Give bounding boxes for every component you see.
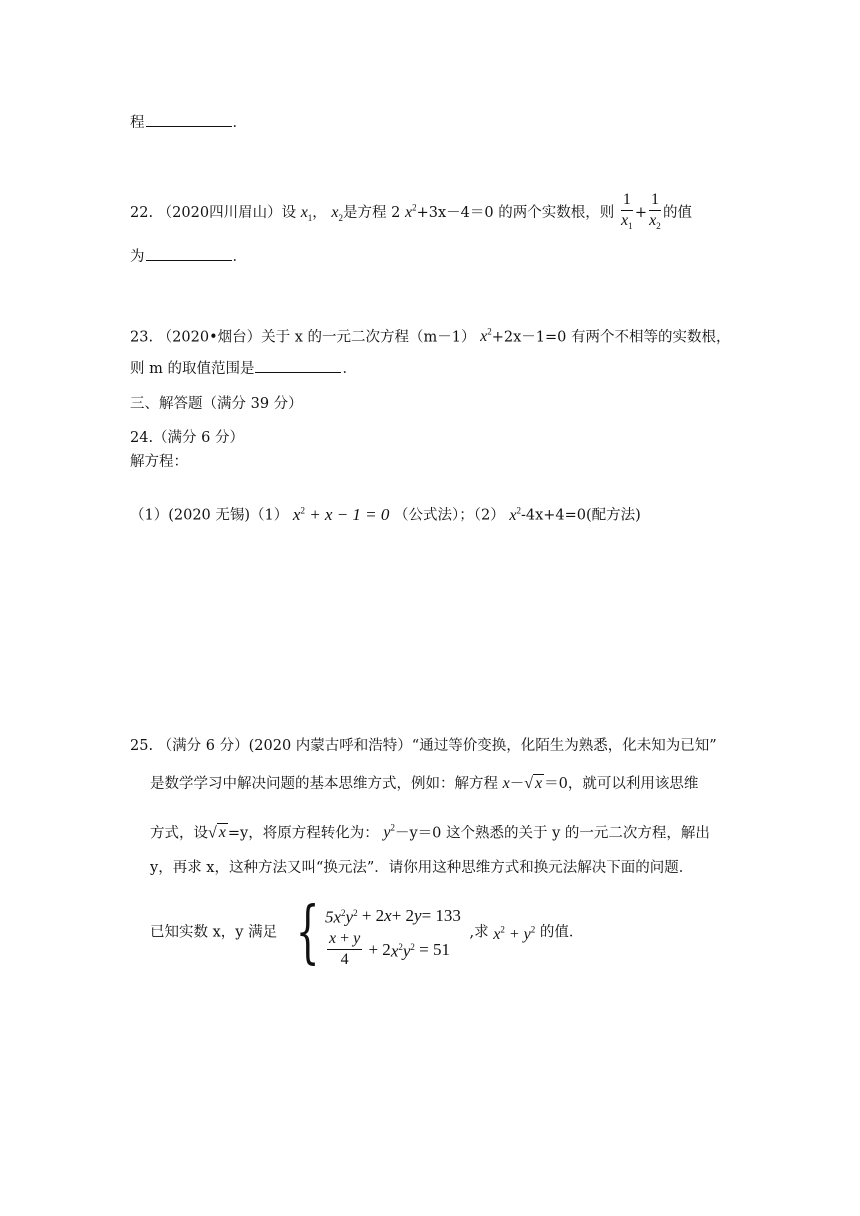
math-x-squared: $x^2$: [404, 202, 417, 222]
text: 是数学学习中解决问题的基本思维方式，例如：解方程: [150, 776, 498, 792]
q23-line2: [130, 358, 357, 379]
q25-line1: 25. （满分 6 分）(2020 内蒙古呼和浩特）“通过等价变换，化陌生为熟悉，化未知为已知”: [130, 738, 717, 754]
q24-part1: （1）(2020 无锡)（1）: [130, 507, 289, 524]
q22-tail: 的值: [662, 205, 692, 222]
equation-1: $5x^2y^2$ + 2 x + 2 y = 133: [324, 905, 461, 927]
q22-prefix: 22. （2020四川眉山）设: [130, 205, 297, 222]
math-x2-plus-y2: $x^2 + y^2$: [493, 925, 536, 944]
section-heading: 三、解答题（满分 39 分）: [130, 396, 303, 412]
q24-part3: -4x+4=0(配方法): [520, 507, 641, 524]
answer-blank[interactable]: [146, 246, 232, 261]
period: ．: [232, 115, 247, 131]
text: =y，将原方程转化为：: [227, 825, 379, 842]
text: 已知实数 x，y 满足: [150, 924, 278, 941]
text: 为: [130, 249, 145, 265]
math-x: x: [502, 775, 510, 792]
q24-instruction: 解方程：: [130, 454, 188, 470]
q25-line4: y，再求 x，这种方法又叫“换元法”．请你用这种思维方式和换元法解决下面的问题．: [150, 860, 694, 876]
q25-line2: 是数学学习中解决问题的基本思维方式，例如：解方程 x－√ x ＝0，就可以利用该思维: [150, 775, 699, 792]
text: －y＝0 这个熟悉的关于 y 的一元二次方程，解出: [394, 825, 710, 842]
q22-eq: +3x－4＝0 的两个实数根，则: [416, 205, 615, 222]
math-x-squared: $x^2$: [480, 327, 492, 346]
text: 的值．: [539, 924, 584, 941]
q24-problems: [130, 498, 641, 528]
math-x-squared: $x^2$: [509, 505, 521, 524]
text: ＝0，就可以利用该思维: [544, 776, 699, 792]
period: ．: [342, 361, 357, 377]
math-x1: $x_1$: [300, 204, 313, 224]
brace-icon: {: [295, 892, 320, 972]
q22-line2: [130, 246, 247, 267]
math-y-squared: $y^2$: [383, 823, 395, 842]
text: ,求: [469, 924, 489, 941]
q25-line3: [150, 818, 710, 843]
equation-2: $\frac{x + y}{4}$ + 2 $x^2y^2$ = 51: [328, 930, 450, 969]
q23-prefix: 23. （2020•烟台）关于 x 的一元二次方程（m－1）: [130, 329, 476, 346]
q23-tail: +2x－1=0 有两个不相等的实数根，: [491, 329, 731, 346]
fraction-1-over-x2: $\frac{1}{x_2}$: [649, 191, 661, 232]
math-x2: $x_2$: [331, 204, 344, 224]
period: ．: [232, 249, 247, 265]
answer-blank[interactable]: [146, 112, 232, 127]
comma: ，: [312, 205, 327, 222]
q25-line5: [150, 890, 583, 970]
q24-heading: 24.（满分 6 分）: [130, 430, 245, 446]
text: 方式，设: [150, 825, 208, 842]
q21-tail: [130, 112, 247, 133]
sqrt-x: √ x: [524, 775, 543, 792]
math-equation: $x^2 + x - 1 = 0$: [292, 504, 390, 524]
text: 则 m 的取值范围是: [130, 361, 255, 377]
text: 程: [130, 115, 145, 131]
equation-system: [286, 892, 461, 972]
sqrt-x: √ x: [208, 824, 226, 842]
answer-blank[interactable]: [255, 358, 341, 373]
q24-part2: （公式法）；（2）: [394, 507, 505, 524]
q22-text: 是方程 2: [343, 205, 401, 222]
fraction-1-over-x1: $\frac{1}{x_1}$: [621, 191, 633, 232]
q23: [130, 322, 730, 347]
q22: 22. （2020四川眉山）设 $x_1$， $x_2$是方程 2 $x^2+3x-4=0$ 的两个实数根，则 $\frac{1}{x_1}$ + $\frac{1}{x_2}$ 的值: [130, 190, 692, 236]
